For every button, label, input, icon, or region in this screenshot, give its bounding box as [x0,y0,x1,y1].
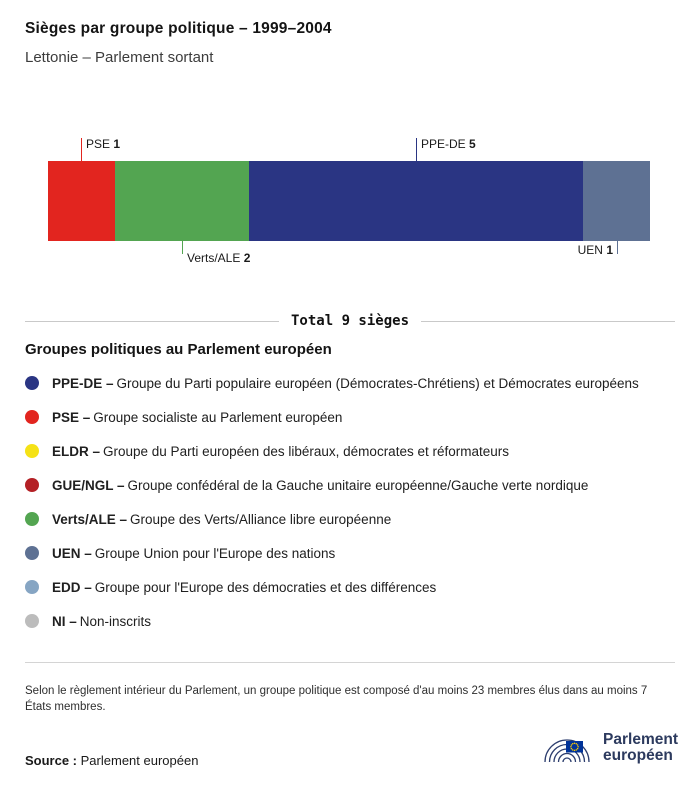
legend-item-edd [25,570,675,604]
legend-desc: Groupe des Verts/Alliance libre européenne [130,511,392,527]
logo-line1: Parlement [603,730,678,748]
parlement-europeen-logo [539,727,678,769]
footnote-divider [25,662,675,663]
legend-color-dot-eldr [25,444,39,458]
legend-desc: Groupe confédéral de la Gauche unitaire européenne/Gauche verte nordique [127,477,589,493]
legend-item-gue-ngl [25,468,675,502]
legend-desc: Groupe Union pour l'Europe des nations [94,545,336,561]
segment-label-ppe-de: PPE-DE 5 [421,137,476,151]
legend-desc: Groupe pour l'Europe des démocraties et des différences [94,579,437,595]
legend-desc: Groupe du Parti populaire européen (Démocrates-Chrétiens) et Démocrates européens [116,375,639,391]
legend-abbr: NI – [52,613,77,629]
total-divider [25,313,675,329]
legend-desc: Groupe du Parti européen des libéraux, démocrates et réformateurs [103,443,509,459]
legend-abbr: EDD – [52,579,92,595]
legend-abbr: PSE – [52,409,91,425]
source-line [25,753,198,768]
legend-heading: Groupes politiques au Parlement européen [25,341,332,358]
legend-color-dot-verts-ale [25,512,39,526]
page-title: Sièges par groupe politique – 1999–2004 [25,20,332,37]
legend-color-dot-gue-ngl [25,478,39,492]
legend-item-ni [25,604,675,638]
hemicycle-logo-icon [539,727,597,769]
legend-desc: Groupe socialiste au Parlement européen [93,409,343,425]
segment-label-verts-ale: Verts/ALE 2 [187,251,251,265]
legend-abbr: GUE/NGL – [52,477,125,493]
divider-line-left [25,321,279,322]
total-label: Total 9 sièges [291,313,410,329]
legend-color-dot-ppe-de [25,376,39,390]
label-tick-pse [81,138,82,161]
bar-segment-verts-ale[interactable] [115,161,249,241]
bar-segment-pse[interactable] [48,161,115,241]
label-tick-ppe-de [416,138,417,161]
label-tick-uen [617,241,618,254]
legend-abbr: PPE-DE – [52,375,114,391]
legend-color-dot-uen [25,546,39,560]
legend-item-ppe-de [25,366,675,400]
legend-list [25,366,675,638]
legend-abbr: UEN – [52,545,92,561]
source-value: Parlement européen [80,753,199,768]
legend-abbr: Verts/ALE – [52,511,128,527]
legend-color-dot-edd [25,580,39,594]
segment-label-uen: UEN 1 [577,243,613,257]
page-subtitle: Lettonie – Parlement sortant [25,49,214,66]
label-tick-verts-ale [182,241,183,254]
legend-color-dot-ni [25,614,39,628]
legend-item-pse [25,400,675,434]
bar-segment-uen[interactable] [583,161,650,241]
legend-item-verts-ale [25,502,675,536]
footnote: Selon le règlement intérieur du Parlement, un groupe politique est composé d'au moins 23 membres élus dans au moins 7 États membres. [25,684,648,713]
divider-line-right [421,321,675,322]
legend-color-dot-pse [25,410,39,424]
legend-item-eldr [25,434,675,468]
bar-segment-ppe-de[interactable] [249,161,583,241]
legend-item-uen [25,536,675,570]
source-label: Source : [25,753,78,768]
legend-abbr: ELDR – [52,443,101,459]
logo-wordmark [603,732,678,765]
logo-line2: européen [603,747,673,764]
legend-desc: Non-inscrits [79,613,152,629]
segment-label-pse: PSE 1 [86,137,121,151]
